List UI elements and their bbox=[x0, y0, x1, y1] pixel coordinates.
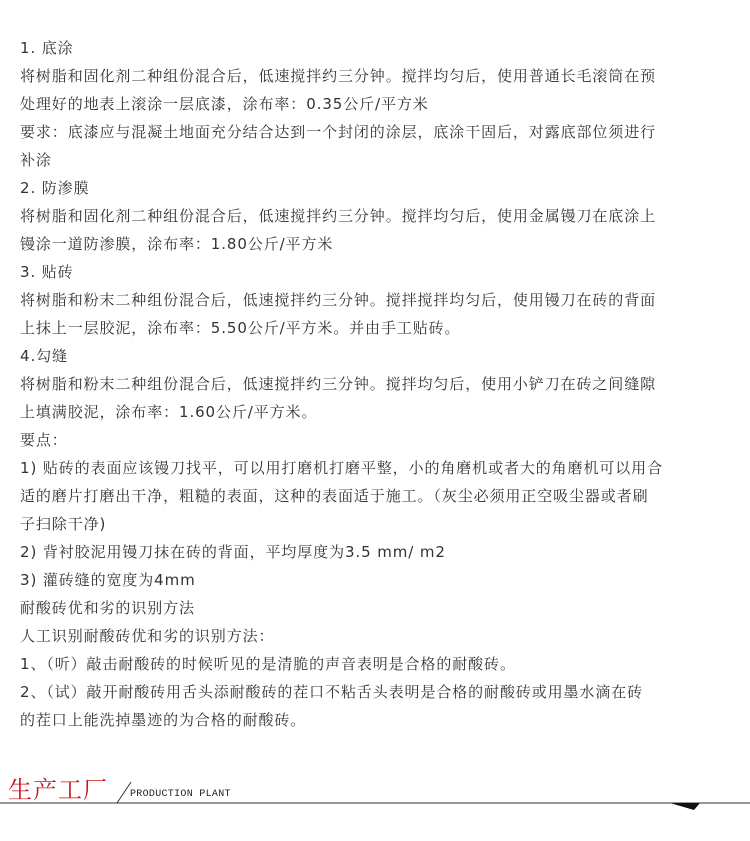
text-line: 2. 防渗膜 bbox=[20, 179, 90, 197]
text-line: 1) 贴砖的表面应该镘刀找平，可以用打磨机打磨平整，小的角磨机或者大的角磨机可以用合 bbox=[20, 459, 663, 477]
text-line: 将树脂和固化剂二种组份混合后，低速搅拌约三分钟。搅拌均匀后，使用金属镘刀在底涂上 bbox=[20, 207, 657, 225]
text-line: 适的磨片打磨出干净，粗糙的表面，这种的表面适于施工。（灰尘必须用正空吸尘器或者刷 bbox=[20, 487, 649, 505]
text-line: 要求：底漆应与混凝土地面充分结合达到一个封闭的涂层，底涂干固后，对露底部位须进行 bbox=[20, 123, 657, 141]
footer-divider-graphic bbox=[0, 770, 750, 830]
text-line: 的茬口上能洗掉墨迹的为合格的耐酸砖。 bbox=[20, 711, 307, 729]
text-line: 上抹上一层胶泥，涂布率：5.50公斤/平方米。并由手工贴砖。 bbox=[20, 319, 461, 337]
document-body bbox=[20, 34, 736, 734]
text-line: 1. 底涂 bbox=[20, 39, 74, 57]
text-line: 处理好的地表上滚涂一层底漆，涂布率：0.35公斤/平方米 bbox=[20, 95, 429, 113]
footer-title: 生产工厂 bbox=[8, 776, 108, 804]
footer-subtitle: PRODUCTION PLANT bbox=[130, 789, 231, 800]
text-line: 3. 贴砖 bbox=[20, 263, 74, 281]
text-line: 上填满胶泥，涂布率：1.60公斤/平方米。 bbox=[20, 403, 318, 421]
text-line: 2) 背衬胶泥用镘刀抹在砖的背面，平均厚度为3.5 mm/ m2 bbox=[20, 543, 446, 561]
text-line: 人工识别耐酸砖优和劣的识别方法： bbox=[20, 627, 275, 645]
text-line: 将树脂和粉末二种组份混合后，低速搅拌约三分钟。搅拌均匀后，使用小铲刀在砖之间缝隙 bbox=[20, 375, 657, 393]
text-line: 镘涂一道防渗膜，涂布率：1.80公斤/平方米 bbox=[20, 235, 334, 253]
text-line: 1、（听）敲击耐酸砖的时候听见的是清脆的声音表明是合格的耐酸砖。 bbox=[20, 655, 516, 673]
footer-wedge-icon bbox=[670, 803, 700, 810]
text-line: 要点： bbox=[20, 431, 68, 449]
footer-slash-line bbox=[117, 782, 131, 803]
text-line: 子扫除干净) bbox=[20, 515, 107, 533]
text-line: 将树脂和固化剂二种组份混合后，低速搅拌约三分钟。搅拌均匀后，使用普通长毛滚筒在预 bbox=[20, 67, 657, 85]
text-line: 耐酸砖优和劣的识别方法 bbox=[20, 599, 195, 617]
text-line: 2、（试）敲开耐酸砖用舌头添耐酸砖的茬口不粘舌头表明是合格的耐酸砖或用墨水滴在砖 bbox=[20, 683, 644, 701]
text-line: 补涂 bbox=[20, 151, 52, 169]
text-line: 将树脂和粉末二种组份混合后，低速搅拌约三分钟。搅拌搅拌均匀后，使用镘刀在砖的背面 bbox=[20, 291, 657, 309]
text-line: 3) 灌砖缝的宽度为4mm bbox=[20, 571, 196, 589]
section-footer bbox=[0, 770, 750, 830]
text-line: 4.勾缝 bbox=[20, 347, 68, 365]
